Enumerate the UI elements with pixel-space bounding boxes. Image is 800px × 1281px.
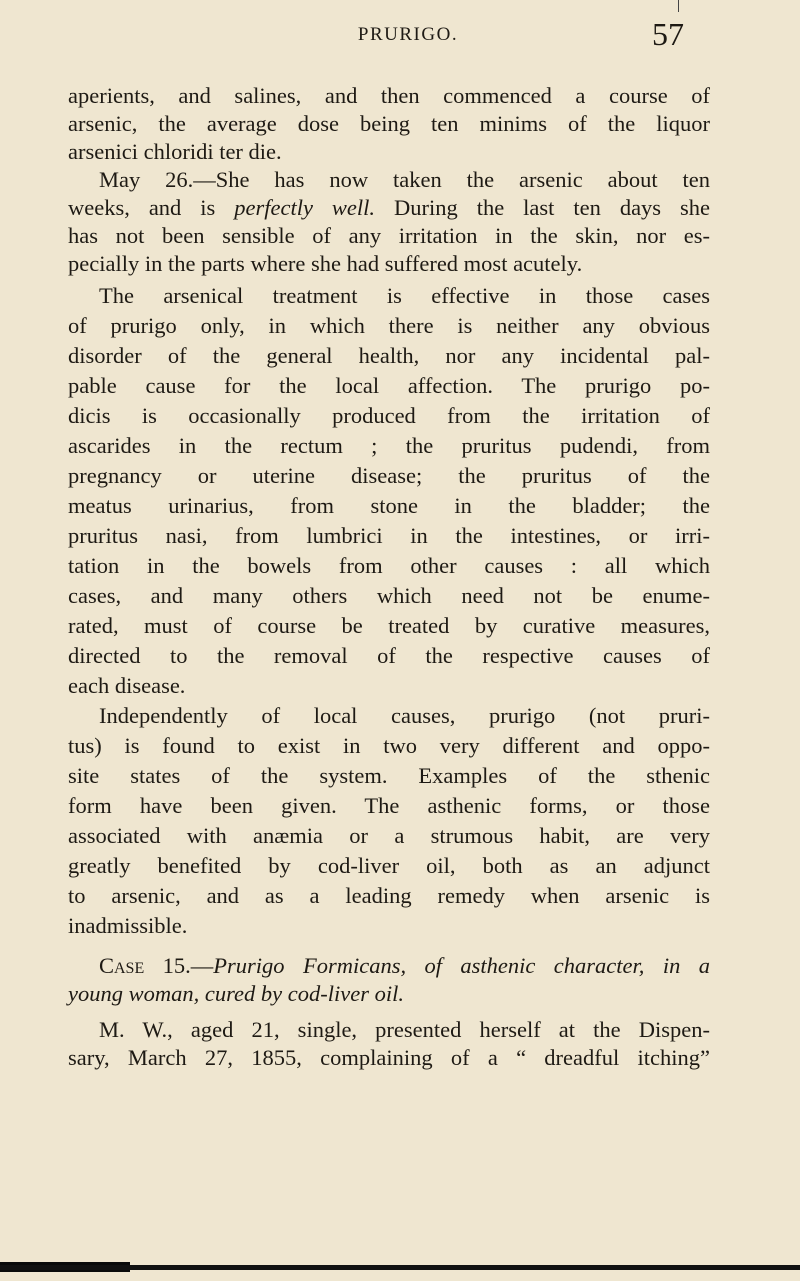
text-line: has not been sensible of any irritation in the skin, nor es- [68,223,710,248]
emphasis-text: perfectly well. [234,195,376,220]
text-line [68,195,710,221]
text-line: arsenici chloridi ter die. [68,139,282,164]
page-number: 57 [652,16,684,52]
text-line: directed to the removal of the respective causes of [68,643,710,668]
case-title: Prurigo Formicans, of asthenic character, in a [213,953,710,978]
case-dash: — [190,953,214,978]
text-line: of prurigo only, in which there is neither any obvious [68,313,710,338]
text-line: sary, March 27, 1855, complaining of a “ dreadful itching” [68,1045,710,1070]
text-line: meatus urinarius, from stone in the bladder; the [68,493,710,518]
text-line: site states of the system. Examples of the sthenic [68,763,710,788]
text-line: Independently of local causes, prurigo (not pruri- [99,703,710,728]
text-line: aperients, and salines, and then commenced a course of [68,83,710,108]
case-heading [99,953,710,979]
text-line: rated, must of course be treated by curative measures, [68,613,710,638]
text-line: arsenic, the average dose being ten minims of the liquor [68,111,710,136]
text-line: The arsenical treatment is effective in those cases [99,283,710,308]
text-line: dicis is occasionally produced from the irritation of [68,403,710,428]
text-line: tation in the bowels from other causes : all which [68,553,710,578]
text-line: pregnancy or uterine disease; the pruritus of the [68,463,710,488]
text-span: weeks, and is [68,195,216,220]
text-line: M. W., aged 21, single, presented herself at the Dispen- [99,1017,710,1042]
running-title: PRURIGO. [357,24,459,45]
page-bottom-edge [0,1265,800,1270]
text-line: each disease. [68,673,186,698]
text-line: pecially in the parts where she had suffered most acutely. [68,251,583,276]
text-line: pruritus nasi, from lumbrici in the intestines, or irri- [68,523,710,548]
text-line: tus) is found to exist in two very different and oppo- [68,733,710,758]
margin-tick [678,0,679,12]
text-line: form have been given. The asthenic forms, or those [68,793,710,818]
text-line: greatly benefited by cod-liver oil, both as an adjunct [68,853,710,878]
text-line: ascarides in the rectum ; the pruritus pudendi, from [68,433,710,458]
text-line: cases, and many others which need not be enume- [68,583,710,608]
text-line: to arsenic, and as a leading remedy when arsenic is [68,883,710,908]
text-line: pable cause for the local affection. The prurigo po- [68,373,710,398]
case-label: Case 15. [99,953,191,978]
case-title-continued: young woman, cured by cod-liver oil. [68,981,404,1006]
text-line: May 26.—She has now taken the arsenic about ten [99,167,710,192]
text-line: inadmissible. [68,913,188,938]
text-span: During the last ten days she [394,195,711,220]
text-line: associated with anæmia or a strumous habit, are very [68,823,710,848]
text-line: disorder of the general health, nor any incidental pal- [68,343,710,368]
